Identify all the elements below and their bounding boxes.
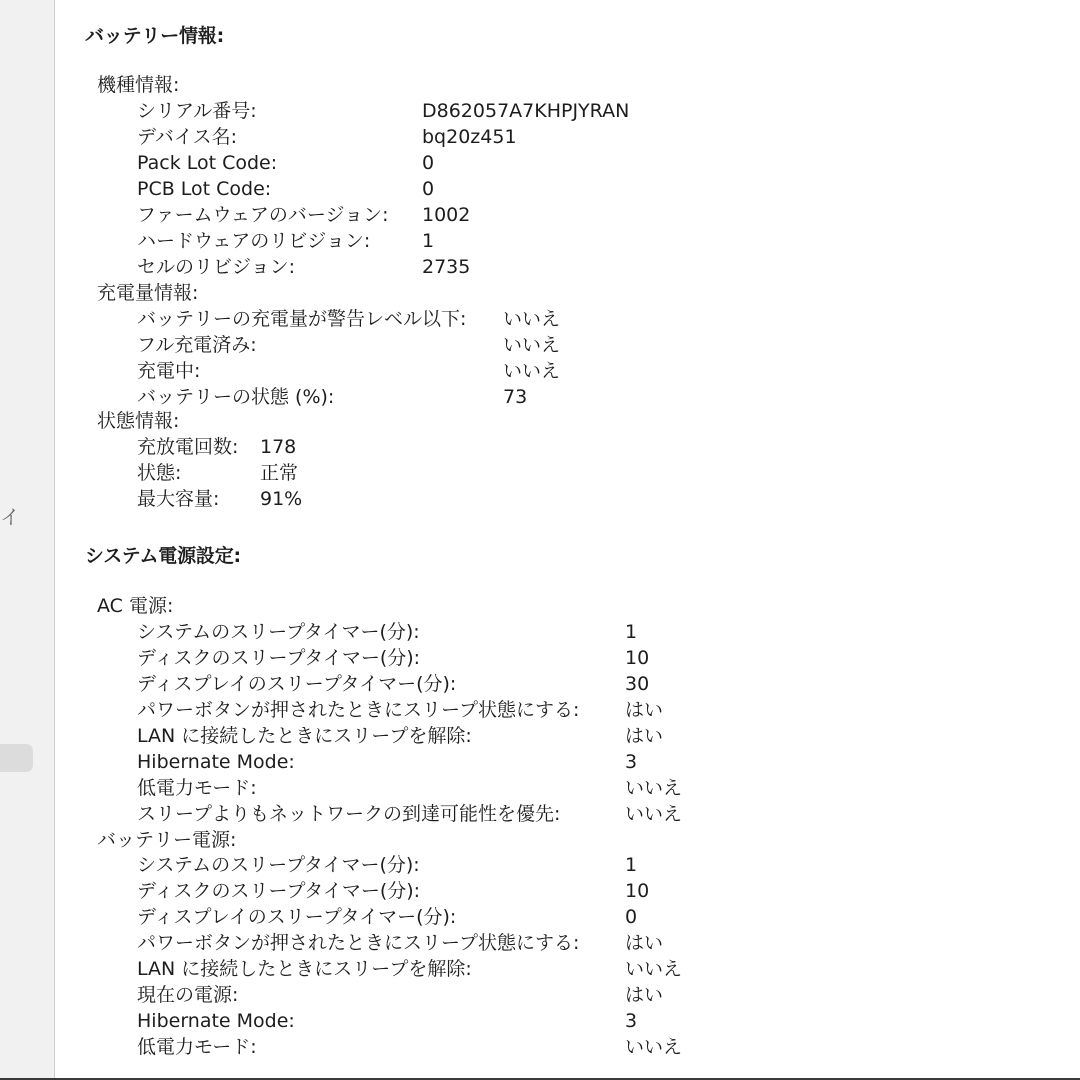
model-group-title: 機種情報:: [97, 74, 180, 96]
health-row-value: 178: [260, 436, 297, 458]
battery-power-row-label: ディスクのスリープタイマー(分):: [137, 880, 421, 902]
ac-group-title: AC 電源:: [97, 595, 174, 617]
charge-row-label: バッテリーの充電量が警告レベル以下:: [137, 308, 467, 330]
charge-row-label: 充電中:: [137, 360, 201, 382]
ac-row-value: いいえ: [625, 777, 683, 799]
ac-row-label: システムのスリープタイマー(分):: [137, 621, 420, 643]
model-row-value: 0: [422, 178, 435, 200]
ac-row-label: ディスクのスリープタイマー(分):: [137, 647, 421, 669]
health-row-label: 最大容量:: [137, 488, 220, 510]
health-group-title: 状態情報:: [97, 410, 180, 432]
charge-row-label: バッテリーの状態 (%):: [137, 386, 335, 408]
battery-power-row-value: はい: [625, 984, 664, 1006]
ac-row-label: 低電力モード:: [137, 777, 257, 799]
model-row-label: シリアル番号:: [137, 100, 257, 122]
ac-row-label: スリープよりもネットワークの到達可能性を優先:: [137, 803, 561, 825]
model-row-label: ファームウェアのバージョン:: [137, 204, 389, 226]
health-row-value: 正常: [260, 462, 299, 484]
model-row-value: D862057A7KHPJYRAN: [422, 100, 630, 122]
battery-power-row-label: Hibernate Mode:: [137, 1010, 295, 1032]
ac-row-value: はい: [625, 699, 664, 721]
health-row-label: 充放電回数:: [137, 436, 239, 458]
battery-power-row-value: いいえ: [625, 1036, 683, 1058]
model-row-label: PCB Lot Code:: [137, 178, 272, 200]
battery-power-row-label: LAN に接続したときにスリープを解除:: [137, 958, 472, 980]
ac-row-label: パワーボタンが押されたときにスリープ状態にする:: [137, 699, 580, 721]
health-row-value: 91%: [260, 488, 303, 510]
model-row-value: 1002: [422, 204, 471, 226]
battery-power-row-value: はい: [625, 932, 664, 954]
battery-power-row-label: 現在の電源:: [137, 984, 239, 1006]
model-row-label: Pack Lot Code:: [137, 152, 278, 174]
ac-row-label: LAN に接続したときにスリープを解除:: [137, 725, 472, 747]
model-row-value: 2735: [422, 256, 471, 278]
ac-row-value: はい: [625, 725, 664, 747]
ac-row-value: 30: [625, 673, 650, 695]
charge-row-label: フル充電済み:: [137, 334, 257, 356]
battery-power-row-value: いいえ: [625, 958, 683, 980]
charge-group-title: 充電量情報:: [97, 282, 199, 304]
charge-row-value: いいえ: [503, 308, 561, 330]
battery-info-title: バッテリー情報:: [85, 25, 224, 47]
health-row-label: 状態:: [137, 462, 182, 484]
sidebar-truncated-label: イ: [0, 505, 20, 529]
ac-row-label: ディスプレイのスリープタイマー(分):: [137, 673, 457, 695]
battery-power-row-value: 3: [625, 1010, 638, 1032]
model-row-value: bq20z451: [422, 126, 517, 148]
battery-power-row-label: システムのスリープタイマー(分):: [137, 854, 420, 876]
model-row-label: セルのリビジョン:: [137, 256, 296, 278]
charge-row-value: いいえ: [503, 334, 561, 356]
model-row-value: 0: [422, 152, 435, 174]
battery-power-row-label: ディスプレイのスリープタイマー(分):: [137, 906, 457, 928]
battery-power-row-label: 低電力モード:: [137, 1036, 257, 1058]
battery-power-row-value: 0: [625, 906, 638, 928]
battery-power-row-value: 1: [625, 854, 638, 876]
ac-row-value: 1: [625, 621, 638, 643]
battery-power-group-title: バッテリー電源:: [97, 829, 237, 851]
battery-power-row-label: パワーボタンが押されたときにスリープ状態にする:: [137, 932, 580, 954]
ac-row-value: 10: [625, 647, 650, 669]
battery-power-row-value: 10: [625, 880, 650, 902]
ac-row-value: 3: [625, 751, 638, 773]
model-row-label: デバイス名:: [137, 126, 238, 148]
ac-row-label: Hibernate Mode:: [137, 751, 295, 773]
power-settings-title: システム電源設定:: [85, 545, 241, 567]
charge-row-value: いいえ: [503, 360, 561, 382]
model-row-value: 1: [422, 230, 435, 252]
model-row-label: ハードウェアのリビジョン:: [137, 230, 371, 252]
charge-row-value: 73: [503, 386, 528, 408]
ac-row-value: いいえ: [625, 803, 683, 825]
